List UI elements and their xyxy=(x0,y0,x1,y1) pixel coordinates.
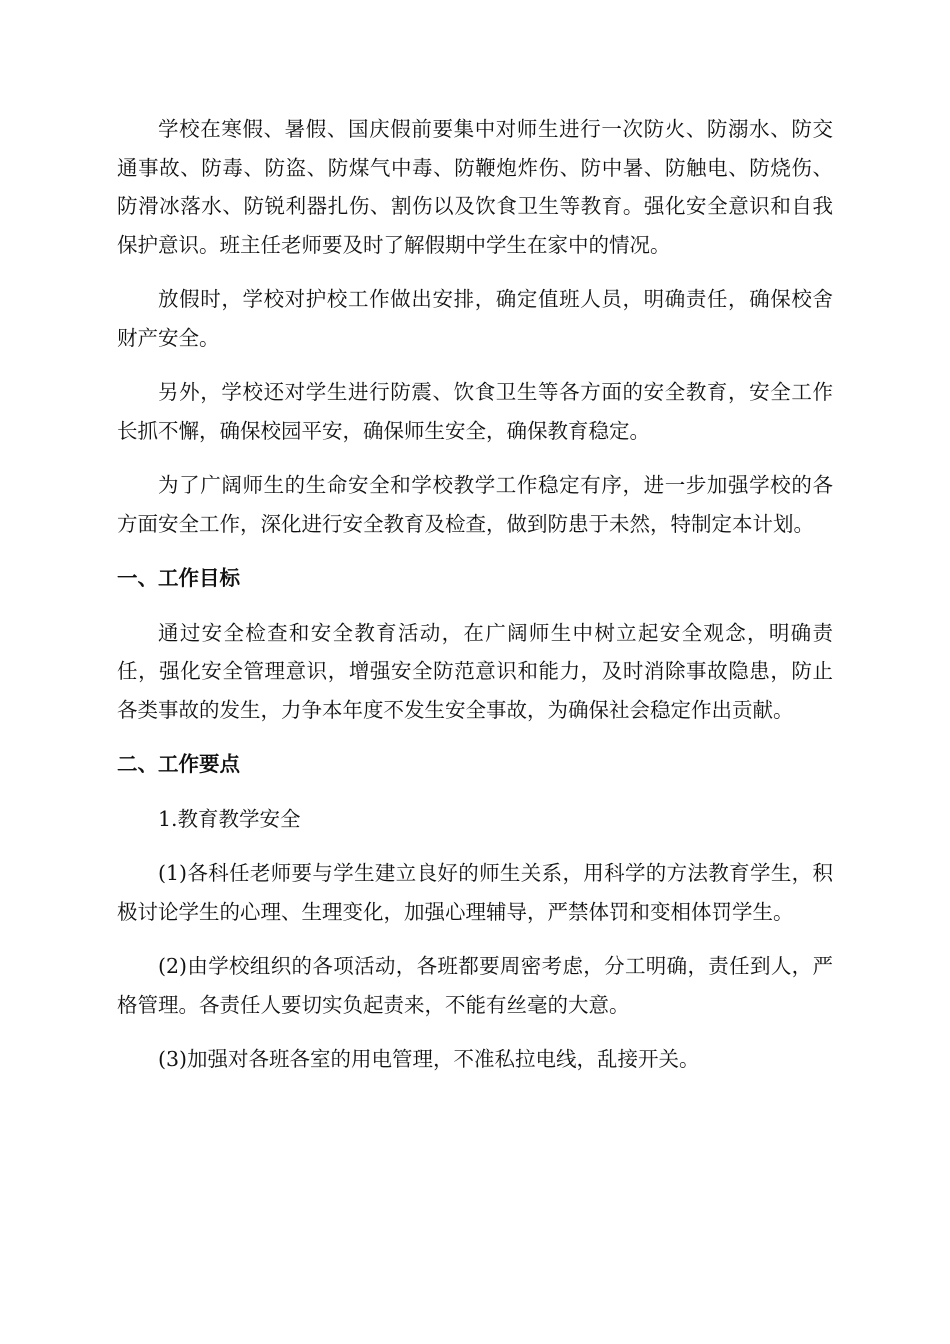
section-heading-key-points: 二、工作要点 xyxy=(117,752,240,776)
document-body xyxy=(117,110,833,1095)
list-item-teacher-relations: (1)各科任老师要与学生建立良好的师生关系，用科学的方法教育学生，积极讨论学生的心理、生理变化，加强心理辅导，严禁体罚和变相体罚学生。 xyxy=(117,861,833,924)
paragraph-goals: 通过安全检查和安全教育活动，在广阔师生中树立起安全观念，明确责任，强化安全管理意识，增强安全防范意识和能力，及时消除事故隐患，防止各类事故的发生，力争本年度不发生安全事故，为确保社会稳定作出贡献。 xyxy=(117,620,833,722)
list-item-electricity: (3)加强对各班各室的用电管理，不准私拉电线，乱接开关。 xyxy=(158,1047,700,1071)
list-item-activities: (2)由学校组织的各项活动，各班都要周密考虑，分工明确，责任到人，严格管理。各责任人要切实负起责来，不能有丝毫的大意。 xyxy=(117,954,833,1017)
paragraph-school-guard: 放假时，学校对护校工作做出安排，确定值班人员，明确责任，确保校舍财产安全。 xyxy=(117,287,833,350)
paragraph-holiday-safety: 学校在寒假、暑假、国庆假前要集中对师生进行一次防火、防溺水、防交通事故、防毒、防盗、防煤气中毒、防鞭炮炸伤、防中暑、防触电、防烧伤、防滑冰落水、防锐利器扎伤、割伤以及饮食卫生等教育。强化安全意识和自我保护意识。班主任老师要及时了解假期中学生在家中的情况。 xyxy=(117,117,833,257)
paragraph-other-education: 另外，学校还对学生进行防震、饮食卫生等各方面的安全教育，安全工作长抓不懈，确保校园平安，确保师生安全，确保教育稳定。 xyxy=(117,380,833,443)
section-heading-goals: 一、工作目标 xyxy=(117,566,240,590)
paragraph-plan-purpose: 为了广阔师生的生命安全和学校教学工作稳定有序，进一步加强学校的各方面安全工作，深化进行安全教育及检查，做到防患于未然，特制定本计划。 xyxy=(117,473,833,536)
subheading-teaching-safety: 1.教育教学安全 xyxy=(158,806,301,831)
